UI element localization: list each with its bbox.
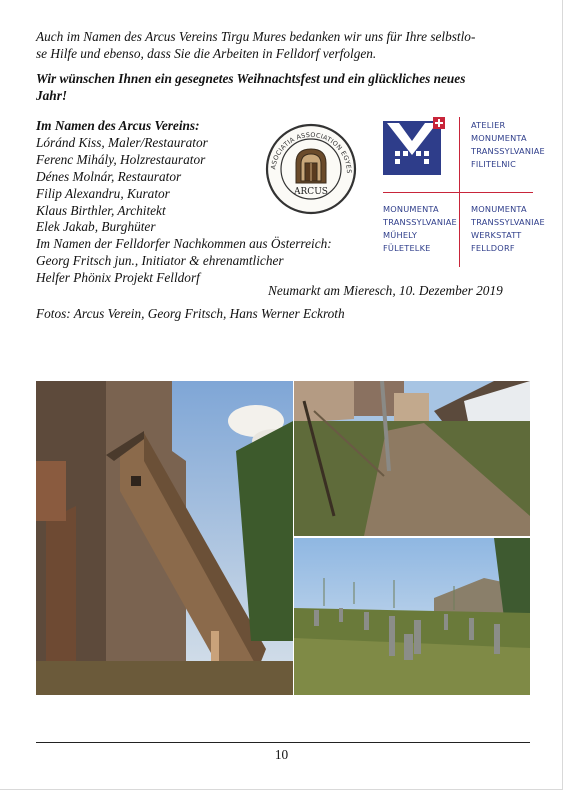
thanks-paragraph xyxy=(36,28,530,62)
descendants-heading: Im Namen der Felldorfer Nachkommen aus Österreich: xyxy=(36,236,332,252)
photo-church-tower xyxy=(36,381,293,695)
member-line: Dénes Molnár, Restaurator xyxy=(36,168,182,184)
place-and-date: Neumarkt am Mieresch, 10. Dezember 2019 xyxy=(268,283,503,298)
page-number: 10 xyxy=(274,747,289,762)
monumenta-m-icon xyxy=(383,117,445,179)
member-line: Lóránd Kiss, Maler/Restaurator xyxy=(36,134,208,150)
wishes-line-1: Wir wünschen Ihnen ein gesegnetes Weihnachtsfest und ein glückliches neues xyxy=(36,71,466,86)
photo-village-street xyxy=(294,381,530,536)
member-line: Filip Alexandru, Kurator xyxy=(36,185,170,201)
photo-credit: Fotos: Arcus Verein, Georg Fritsch, Hans Werner Eckroth xyxy=(36,306,345,321)
member-line: Ferenc Mihály, Holzrestaurator xyxy=(36,151,206,167)
footer-rule xyxy=(36,742,530,743)
logo-text-atelier: ATELIER MONUMENTA TRANSSYLVANIAE FILITELNIC xyxy=(471,120,545,169)
descendant-line: Helfer Phönix Projekt Felldorf xyxy=(36,270,200,286)
logo-divider-horizontal xyxy=(383,192,533,193)
wishes-line-2: Jahr! xyxy=(36,88,68,103)
seal-name: ARCUS xyxy=(294,187,328,197)
member-line: Klaus Birthler, Architekt xyxy=(36,202,166,218)
monumenta-logo xyxy=(383,117,545,272)
descendant-line: Georg Fritsch jun., Initiator & ehrenamtlicher xyxy=(36,253,284,269)
seal-ring-text: ASOCIATIA ASSOCIATION EGYES xyxy=(269,130,354,174)
thanks-line-2: se Hilfe und ebenso, dass Sie die Arbeiten in Felldorf verfolgen. xyxy=(36,46,377,61)
signature-heading: Im Namen des Arcus Vereins: xyxy=(36,118,200,133)
logo-text-werkstatt: MONUMENTA TRANSSYLVANIAE WERKSTATT FELLDORF xyxy=(471,204,545,253)
member-line: Elek Jakab, Burghüter xyxy=(36,219,156,235)
photo-cemetery xyxy=(294,538,530,695)
logo-text-muhely: MONUMENTA TRANSSYLVANIAE MŰHELY FÜLETELKE xyxy=(383,204,457,253)
wishes-paragraph xyxy=(36,70,530,104)
thanks-line-1: Auch im Namen des Arcus Vereins Tirgu Mures bedanken wir uns für Ihre selbstlo- xyxy=(36,29,476,44)
arcus-seal-logo xyxy=(265,123,357,215)
